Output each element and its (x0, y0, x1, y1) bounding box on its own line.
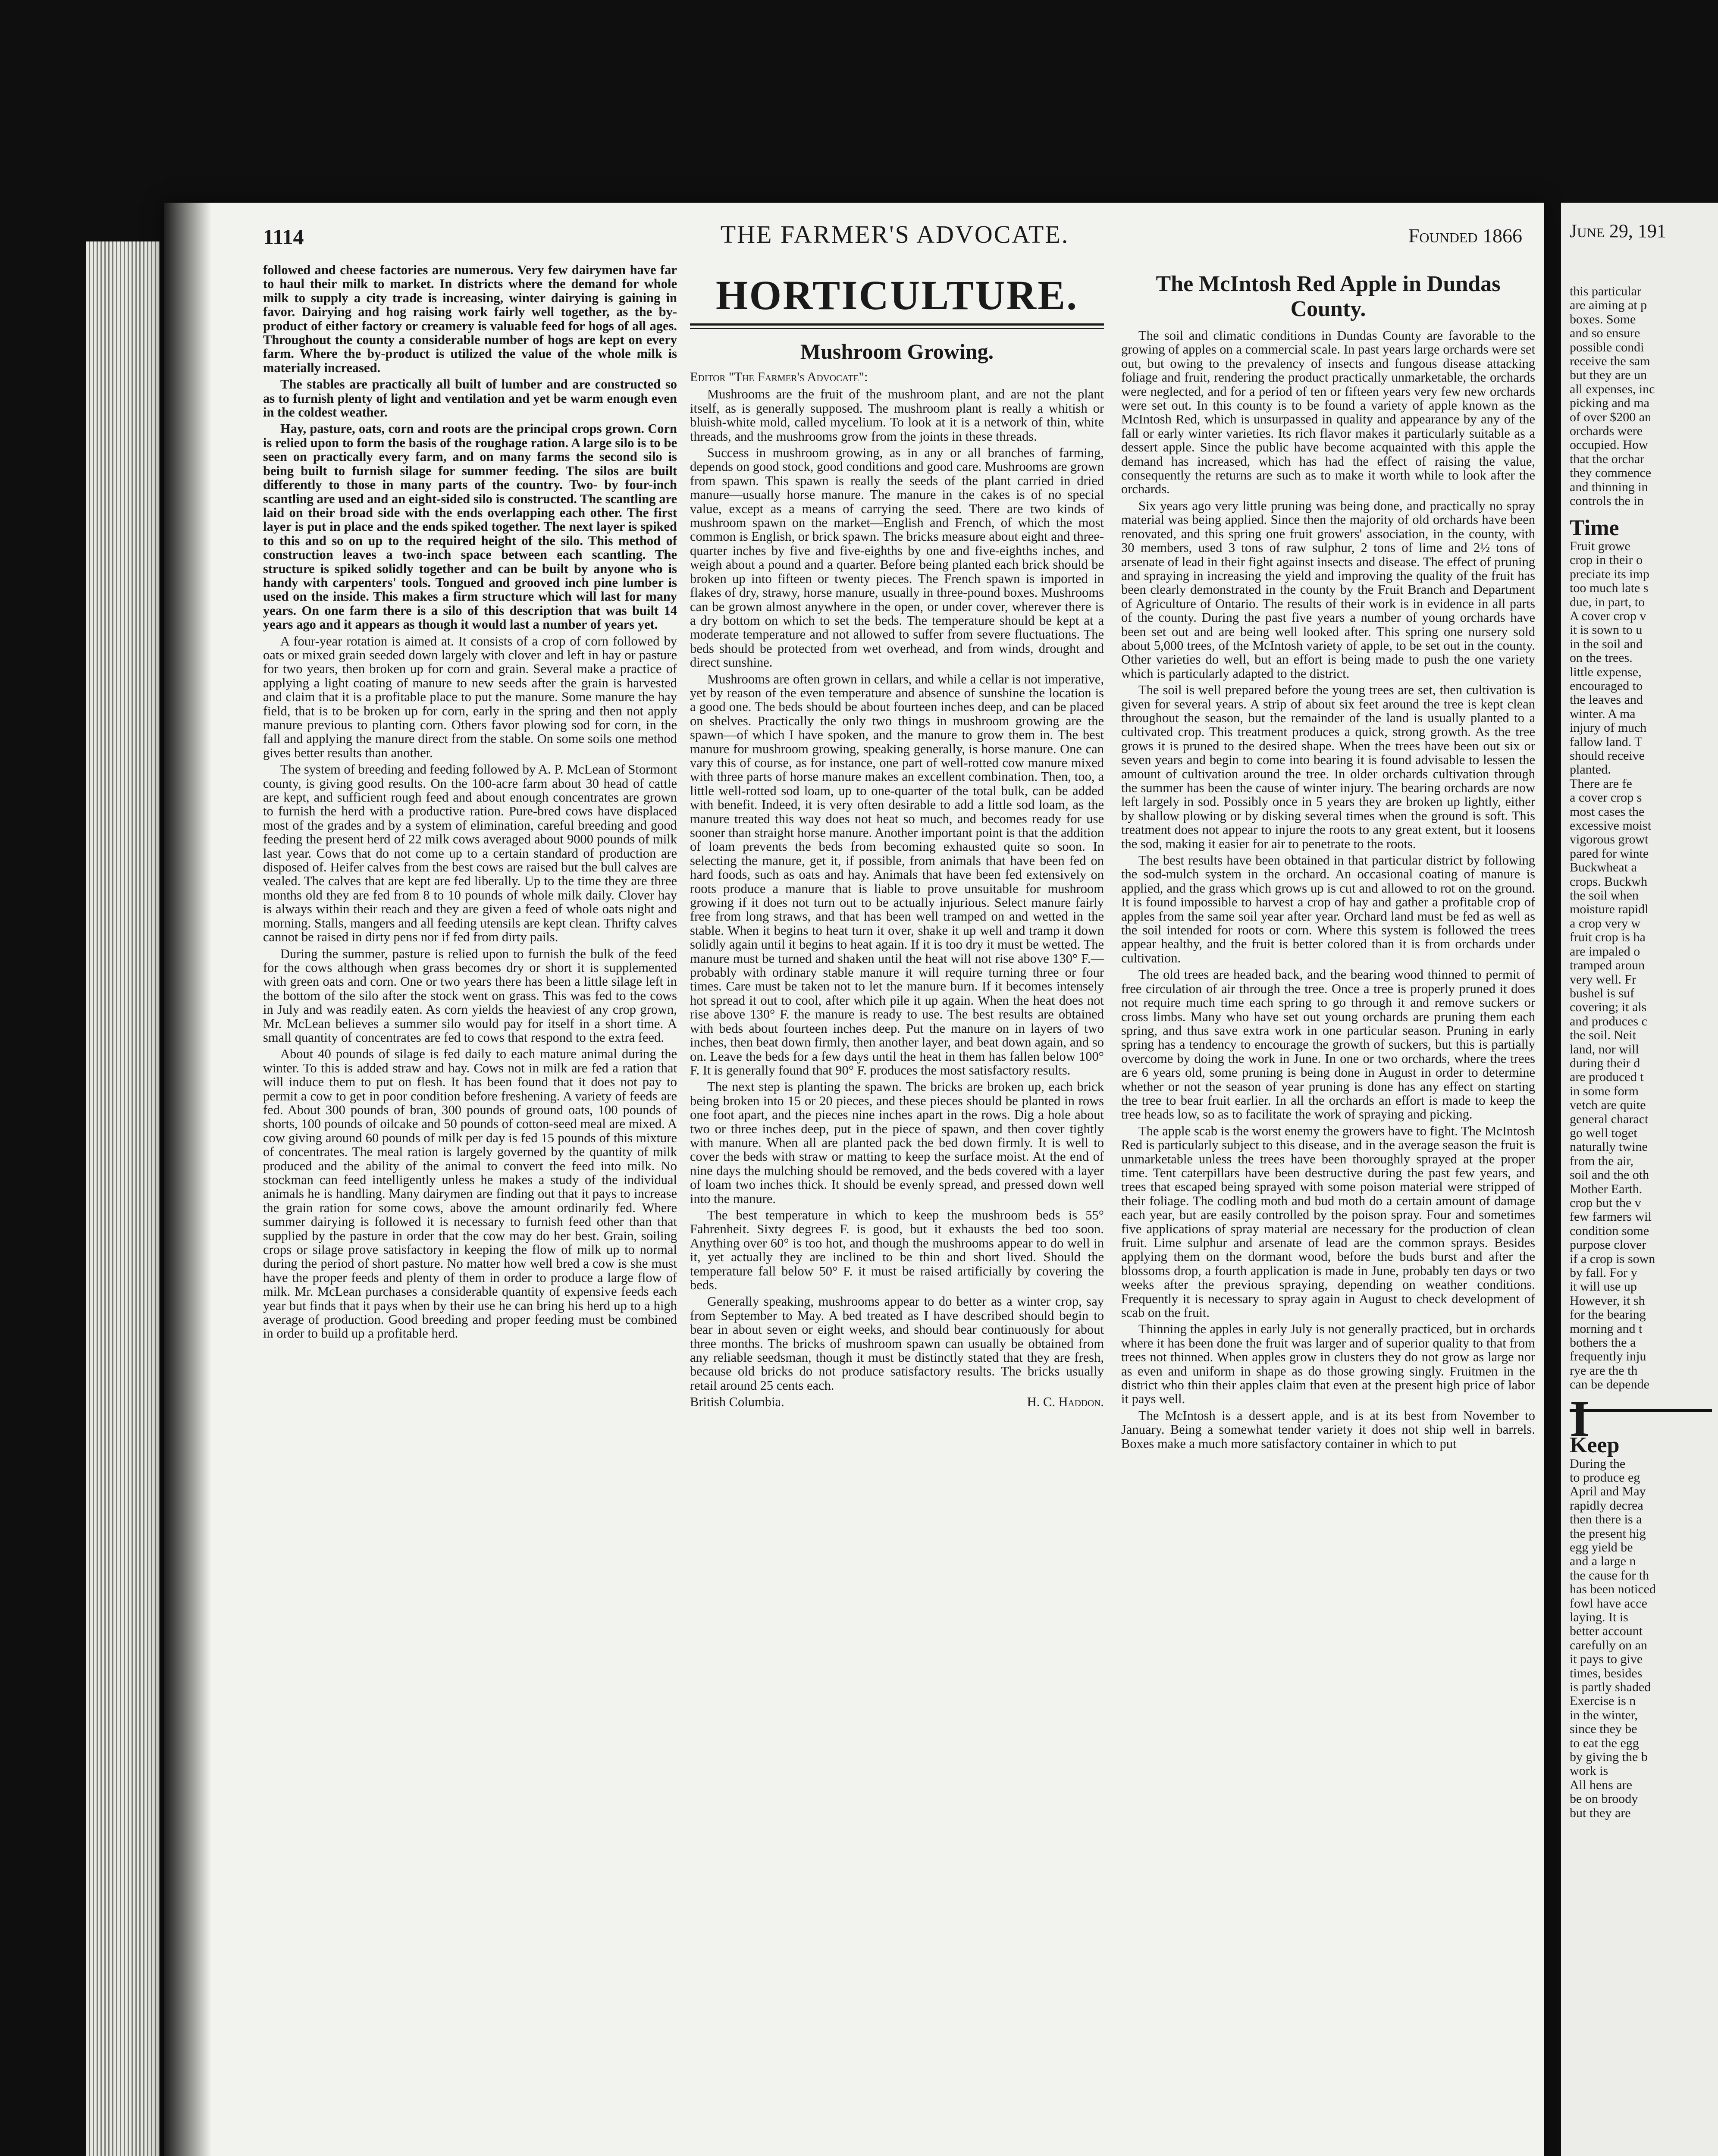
facing-text-line: it will use up (1570, 1279, 1637, 1294)
facing-text-line: in the winter, (1570, 1708, 1638, 1722)
section-rule (690, 323, 1104, 329)
facing-text-line: During the (1570, 1456, 1626, 1471)
facing-text-line: and produces c (1570, 1014, 1647, 1028)
paragraph: Generally speaking, mushrooms appear to do better as a winter crop, say from September to May. A bed treated as I have described should begin to bear in about seven or eight weeks, and should bear continuously for about three months. The bricks of mushroom spawn can usually be obtained from any reliable seedsman, though it must be distinctly stated that they are fresh, because old bricks do not produce satisfactory results. The bricks usually retail around 25 cents each. (690, 1294, 1104, 1393)
paragraph: The system of breeding and feeding followed by A. P. McLean of Stormont county, is giving good results. On the 100-acre farm about 30 head of cattle are kept, and sufficient rough feed and about enough concentrates are grown to furnish the herd with a productive ration. Pure-bred cows have displaced most of the grades and by a system of elimination, careful breeding and good feeding the present herd of 22 milk cows averaged about 9000 pounds of milk last year. Cows that do not come up to a certain standard of production are disposed of. Heifer calves from the best cows are raised but the bull calves are vealed. The calves that are kept are fed liberally. Up to the time they are three months old they are fed from 8 to 10 pounds of whole milk daily. Clover hay is always within their reach and they are given a feed of whole oats night and morning. Stalls, mangers and all feeding utensils are kept clean. Thrifty calves cannot be raised in dirty pens nor if fed from dirty pails. (263, 762, 677, 945)
facing-text-line: egg yield be (1570, 1540, 1633, 1554)
facing-text-line: crop in their o (1570, 553, 1643, 567)
facing-subhead-2: Keep (1570, 1433, 1620, 1458)
facing-page-header: June 29, 191 (1570, 220, 1666, 241)
facing-text-bottom (1570, 1457, 1712, 1821)
paragraph: About 40 pounds of silage is fed daily to each mature animal during the winter. To this is added straw and hay. Cows not in milk are fed a ration that will induce them to put on flesh. It has been found that it does not pay to permit a cow to get in poor condition before freshening. A variety of feeds are fed. About 300 pounds of bran, 300 pounds of ground oats, 100 pounds of shorts, 100 pounds of oilcake and 50 pounds of cotton-seed meal are mixed. A cow giving around 60 pounds of milk per day is fed 15 pounds of this mixture of concentrates. The meal ration is largely governed by the quantity of milk produced and the ability of the animal to convert the feed into milk. No stockman can feed intelligently unless he makes a study of the individual animals he is handling. Many dairymen are finding out that it pays to increase the grain ration for some cows, above the amount ordinarily fed. Where summer dairying is followed it is necessary to furnish feed other than that supplied by the pasture in order that the cow may do her best. Grain, soiling crops or silage prove satisfactory in keeping the flow of milk up to normal during the period of short pasture. No matter how well bred a cow is she must have the proper feeds and plenty of them in order to produce a large flow of milk. Mr. McLean purchases a considerable quantity of expensive feeds each year but finds that it pays when by their use he can bring his herd up to a high average of production. Good breeding and proper feeding must be combined in order to build up a profitable herd. (263, 1047, 677, 1341)
facing-text-line: the soil when (1570, 888, 1639, 903)
facing-text-line: soil and the oth (1570, 1168, 1649, 1182)
paragraph: The next step is planting the spawn. The bricks are broken up, each brick being broken into 15 or 20 pieces, and these pieces should be planted in rows one foot apart, and the pieces nine inches apart in the rows. Dig a hole about two or three inches deep, put in the piece of spawn, and then cover tightly with manure. When all are planted pack the bed down firmly. It is well to cover the beds with straw or matting to keep the surface moist. At the end of nine days the mulching should be removed, and the beds covered with a layer of loam two inches thick. It should be evenly spread, and pressed down well into the manure. (690, 1079, 1104, 1206)
paragraph: The soil is well prepared before the young trees are set, then cultivation is given for several years. A strip of about six feet around the tree is kept clean throughout the season, but the remainder of the land is usually planted to a cultivated crop. This treatment produces a quick, strong growth. As the tree grows it is pruned to the desired shape. When the trees have been out six or seven years and begin to come into bearing it is found advisable to lessen the amount of cultivation around the tree. In older orchards cultivation through the summer has been the cause of winter injury. The bearing orchards are now left largely in sod. Possibly once in 5 years they are broken up lightly, either by shallow plowing or by disking several times when the ground is soft. This treatment does not appear to injure the roots to any great extent, but it loosens the sod, making it easier for air to penetrate to the roots. (1121, 683, 1535, 851)
binding-gutter (164, 203, 211, 2156)
facing-text-line: are impaled o (1570, 944, 1640, 959)
facing-text-line: on the trees. (1570, 651, 1633, 665)
place: British Columbia. (690, 1395, 784, 1410)
facing-text-line: vigorous growt (1570, 832, 1649, 847)
facing-text-line: crop but the v (1570, 1196, 1641, 1210)
facing-text-line: Buckwheat a (1570, 860, 1637, 875)
facing-text-line: a cover crop s (1570, 790, 1642, 805)
facing-text-line: few farmers wil (1570, 1210, 1652, 1224)
facing-text-line: injury of much (1570, 721, 1647, 735)
paragraph: The soil and climatic conditions in Dundas County are favorable to the growing of apples on a commercial scale. In past years large orchards were set out, but owing to the prevalency of insects and fungous disease attacking foliage and fruit, rendering the product practically unmarketable, the orchards were neglected, and for a period of ten or fifteen years very few new orchards were set out. In this county is to be found a variety of apple known as the McIntosh Red, which is unsurpassed in quality and appearance by any of the fall or early winter varieties. Its rich flavor makes it particularly suitable as a dessert apple. Since the public have become acquainted with this apple the demand has increased, which has had the effect of raising the value, consequently the returns are such as to make it worth while to look after the orchards. (1121, 328, 1535, 497)
paragraph: The McIntosh is a dessert apple, and is at its best from November to January. Being a somewhat tender variety it does not ship well in barrels. Boxes make a much more satisfactory container in which to put (1121, 1408, 1535, 1451)
facing-text-line: very well. Fr (1570, 972, 1636, 987)
paragraph: The old trees are headed back, and the bearing wood thinned to permit of free circulation of air through the tree. Once a tree is properly pruned it does not require much time each spring to go through it and remove suckers or cross limbs. Many who have set out young orchards are pruning them each spring, and thus save extra work in one particular season. Pruning in early spring has a tendency to encourage the growth of suckers, but this is partially overcome by doing the work in June. In one or two orchards, where the trees are 6 years old, some pruning is being done in August in order to determine whether or not the season of year pruning is done has any effect on starting the tree to bear fruit earlier. In all the orchards an effort is made to keep the tree heads low, so as to facilitate the work of spraying and picking. (1121, 967, 1535, 1122)
facing-text-line: if a crop is sown (1570, 1251, 1655, 1266)
facing-text-line: possible condi (1570, 340, 1644, 354)
facing-text-line: this particular (1570, 285, 1641, 298)
facing-text-line: but they are (1570, 1805, 1631, 1820)
facing-text-line: all expenses, inc (1570, 382, 1655, 396)
paragraph: During the summer, pasture is relied upon to furnish the bulk of the feed for the cows although when grass becomes dry or short it is supplemented with green oats and corn. One or two years there has been a little silage left in the bottom of the silo after the stock went on grass. This was fed to the cows in July and was readily eaten. As corn yields the heaviest of any crop grown, Mr. McLean believes a summer silo would pay for itself in a short time. A small quantity of concentrates are fed to cows that respond to the extra feed. (263, 946, 677, 1045)
facing-text-line: they commence (1570, 466, 1652, 480)
paragraph: The best temperature in which to keep the mushroom beds is 55° Fahrenheit. Sixty degrees F. is good, but it exhausts the bed too soon. Anything over 60° is too hot, and though the mushrooms appear to do well in it, yet actually they are inclined to be thin and short lived. Should the temperature fall below 50° F. it must be raised artificially by covering the beds. (690, 1207, 1104, 1292)
paragraph: Mushrooms are often grown in cellars, and while a cellar is not imperative, yet by reason of the even temperature and absence of sunshine the location is a good one. The beds should be about fourteen inches deep, and can be placed on shelves. Practically the only two things in mushroom growing are the spawn—of which I have spoken, and the manure to grow them in. The best manure for mushroom growing, speaking generally, is horse manure. One can vary this of course, as for instance, one part of well-rotted cow manure mixed with three parts of horse manure makes an excellent combination. Then, too, a little well-rotted sod loam, up to one-quarter of the total bulk, can be added with benefit. Indeed, it is very often desirable to add a little sod loam, as the manure treated this way does not heat so much, and becomes ready for use sooner than straight horse manure. Another important point is that the addition of loam prevents the beds from becoming exhausted quite so soon. In selecting the manure, get it, if possible, from animals that have been fed on hard foods, such as oats and hay. Animals that have been fed extensively on roots produce a manure that is liable to prove unsuitable for mushroom growing if it does not turn out to be actually injurious. Select manure fairly free from long straws, and that has been well tramped on and wetted in the stable. When it begins to heat turn it over, shake it up well and tramp it down solidly again until it begins to heat again. If it is too dry it must be wetted. The manure must be turned and shaken until the heat will not rise above 130° F.—probably with ordinary stable manure it will require turning three or four times. Care must be taken not to let the manure burn. If it becomes intensely hot spread it out to cool, after which pile it up again. When the heat does not rise above 130° F. the manure is ready to use. The best results are obtained with beds about fourteen inches deep. Put the manure on in layers of two inches, then beat down firmly, then another layer, and beat down again, and so on. Leave the beds for a few days until the heat in them has fallen below 100° F. It is generally found that 90° F. produces the most satisfactory results. (690, 671, 1104, 1078)
facing-text-line: is partly shaded (1570, 1680, 1651, 1694)
facing-text-line: too much late s (1570, 581, 1649, 595)
article-title-mcintosh: The McIntosh Red Apple in Dundas County. (1156, 272, 1501, 321)
facing-text-line: preciate its imp (1570, 567, 1649, 581)
paragraph: Hay, pasture, oats, corn and roots are the principal crops grown. Corn is relied upon to form the basis of the roughage ration. A large silo is to be seen on practically every farm, and on many farms the second silo is being built to furnish silage for summer feeding. The silos are built differently to those in many parts of the country. Two- by four-inch scantling are used and an eight-sided silo is constructed. The scantling are laid on their broad side with the ends overlapping each other. The first layer is put in place and the ends spiked together. The next layer is spiked to this and so on up to the required height of the silo. This method of construction leaves a two-inch space between each scantling. The structure is spiked solidly together and can be built by anyone who is handy with carpenters' tools. Tongued and grooved inch pine lumber is used on the inside. This makes a firm structure which will last for many years. On one farm there is a silo of this description that was built 14 years ago and it appears as though it would last a number of years yet. (263, 421, 677, 632)
facing-text-line: a crop very w (1570, 916, 1641, 931)
page-number: 1114 (263, 225, 304, 249)
facing-text-line: little expense, (1570, 664, 1642, 679)
facing-text-line: due, in part, to (1570, 595, 1645, 609)
facing-text-line: to eat the egg (1570, 1736, 1639, 1750)
facing-text-line: should receive (1570, 749, 1645, 763)
facing-text-line: can be depende (1570, 1377, 1649, 1392)
facing-text-line: condition some (1570, 1223, 1649, 1238)
facing-text-line: the leaves and (1570, 693, 1643, 707)
masthead: THE FARMER'S ADVOCATE. (720, 220, 1069, 248)
facing-text-line: orchards were (1570, 424, 1643, 439)
author-signature: H. C. Haddon. (1027, 1395, 1104, 1410)
facing-text-line: receive the sam (1570, 354, 1650, 369)
facing-text-line: by fall. For y (1570, 1266, 1637, 1280)
facing-text-line: during their d (1570, 1056, 1640, 1070)
middle-column (690, 263, 1104, 2130)
facing-page-column (1570, 285, 1712, 2009)
paragraph: A four-year rotation is aimed at. It consists of a crop of corn followed by oats or mixed grain seeded down largely with clover and left in hay or pasture for two years, then broken up for corn and grain. Several make a practice of applying a light coating of manure to new seeds after the grain is harvested and claim that it is a profitable place to put the manure. Some manure the hay field, that is to be broken up for corn, early in the spring and then not apply manure previous to planting corn. Others favor plowing sod for corn, in the fall and applying the manure direct from the stable. On some soils one method gives better results than another. (263, 633, 677, 760)
facing-text-line: work is (1570, 1764, 1608, 1778)
facing-text-line: pared for winte (1570, 846, 1649, 861)
facing-text-line: bushel is suf (1570, 986, 1634, 1000)
facing-text-line: are aiming at p (1570, 298, 1647, 313)
facing-text-line: morning and t (1570, 1321, 1643, 1336)
facing-text-line: go well toget (1570, 1125, 1637, 1140)
facing-text-line: covering; it als (1570, 1000, 1647, 1015)
facing-text-line: times, besides (1570, 1666, 1643, 1680)
facing-text-line: better account (1570, 1624, 1643, 1639)
page-header (263, 220, 1527, 254)
facing-text-line: fruit crop is ha (1570, 930, 1646, 945)
facing-text-line: be on broody (1570, 1792, 1638, 1806)
facing-text-line: of over $200 an (1570, 410, 1652, 424)
article-title-mushroom: Mushroom Growing. (800, 339, 994, 364)
facing-text-line: the soil. Neit (1570, 1028, 1636, 1043)
facing-text-line: picking and ma (1570, 396, 1649, 411)
facing-text-line: that the orchar (1570, 451, 1645, 466)
facing-text-line: for the bearing (1570, 1307, 1646, 1322)
paragraph: Mushrooms are the fruit of the mushroom plant, and are not the plant itself, as is generally supposed. The mushroom plant is really a whitish or bluish-white mold, called mycelium. To look at it is a network of thin, white threads, and the mushrooms grow from the joints in these threads. (690, 387, 1104, 444)
paragraph: Six years ago very little pruning was being done, and practically no spray material was being applied. Since then the majority of old orchards have been renovated, and this spring one fruit growers' association, in the county, with 30 members, used 3 tons of raw sulphur, 2 tons of lime and 2½ tons of arsenate of lead in their fight against insects and disease. The effect of pruning and spraying in increasing the yield and improving the quality of the fruit has been clearly demonstrated in the county by the Fruit Branch and Department of Agriculture of Ontario. The results of their work is in evidence in all parts of the county. During the past five years a number of young orchards have been set out and are being well looked after. This spring one nursery sold about 5,000 trees, of the McIntosh variety of apple, to be set out in the county. Other varieties do well, but an effort is being made to push the one variety which is particularly adapted to the district. (1121, 498, 1535, 681)
facing-text-line: by giving the b (1570, 1750, 1648, 1764)
facing-subhead: Time (1570, 515, 1619, 540)
right-column (1121, 263, 1535, 2130)
paragraph: followed and cheese factories are numerous. Very few dairymen have far to haul their milk to market. In districts where the demand for whole milk to supply a city trade is increasing, winter dairying is gaining in favor. Dairying and hog raising work fairly well together, as the by-product of either factory or creamery is valuable feed for hogs of all ages. Throughout the county a considerable number of hogs are kept on every farm. Where the by-product is utilized the value of the whole milk is materially increased. (263, 263, 677, 375)
facing-text-line: then there is a (1570, 1512, 1642, 1527)
facing-text-line: There are fe (1570, 776, 1632, 791)
facing-text-line: has been noticed (1570, 1582, 1656, 1597)
facing-text-line: frequently inju (1570, 1349, 1646, 1364)
facing-text-line: April and May (1570, 1484, 1646, 1499)
facing-text-line: laying. It is (1570, 1610, 1628, 1624)
facing-text-line: most cases the (1570, 804, 1645, 819)
paragraph: The apple scab is the worst enemy the growers have to fight. The McIntosh Red is particularly subject to this disease, and in the average season the fruit is unmarketable unless the trees have been thoroughly sprayed at the proper time. Tent caterpillars have been destructive during the past few years, and trees that escaped being sprayed with some poison material were stripped of their foliage. The codling moth and bud moth do a certain amount of damage each year, but are easily controlled by the poison spray. Four and sometimes five applications of spray material are necessary for the production of clean fruit. Lime sulphur and arsenate of lead are the common sprays. Besides applying them on the dormant wood, before the buds burst and after the blossoms drop, a fourth application is made in June, probably ten days or two weeks after the previous spraying, depending on weather conditions. Frequently it is necessary to spray again in August to check development of scab on the fruit. (1121, 1123, 1535, 1320)
facing-text-line: encouraged to (1570, 678, 1643, 693)
magazine-page (164, 203, 1544, 2156)
facing-text-top (1570, 285, 1712, 508)
paragraph: Success in mushroom growing, as in any or all branches of farming, depends on good stock, good conditions and good care. Mushrooms are grown from spawn. This spawn is really the seeds of the plant carried in dried manure—usually horse manure. The manure in the cakes is of no special value, except as a means of carrying the seed. There are two kinds of mushroom spawn on the market—English and French, of which the most common is English, or brick spawn. The bricks measure about eight and three-quarter inches by five and five-eighths by one and five-eighths inches, and weigh about a pound and a quarter. Before being planted each brick should be broken up into fifteen or twenty pieces. The French spawn is imported in flakes of dry, strawy, horse manure, usually in three-pound boxes. Mushrooms can be grown almost anywhere in the open, or under cover, wherever there is a dry bottom on which to set the beds. The temperature should be kept at a moderate temperature and not allowed to suffer from severe fluctuations. The beds should be protected from wet overhead, and from winds, drought and direct sunshine. (690, 445, 1104, 670)
paragraph: Thinning the apples in early July is not generally practiced, but in orchards where it has been done the fruit was larger and of superior quality to that from trees not thinned. When apples grow in clusters they do not grow as large nor as even and uniform in shape as do those growing singly. Fruitmen in the district who thin their apples claim that even at the present high price of labor it pays well. (1121, 1322, 1535, 1407)
facing-text-line: Mother Earth. (1570, 1181, 1643, 1196)
facing-text-line: fowl have acce (1570, 1596, 1647, 1611)
facing-text-line: rapidly decrea (1570, 1498, 1643, 1513)
editor-line: Editor "The Farmer's Advocate": (690, 370, 868, 384)
facing-text-line: carefully on an (1570, 1638, 1647, 1652)
facing-text-line: moisture rapidl (1570, 902, 1649, 917)
facing-text-line: rye are the th (1570, 1363, 1638, 1378)
facing-text-line: vetch are quite (1570, 1098, 1646, 1112)
facing-text-line: A cover crop v (1570, 608, 1646, 623)
facing-text-line: general charact (1570, 1112, 1649, 1126)
facing-text-line: to produce eg (1570, 1470, 1640, 1485)
facing-text-line: in the soil and (1570, 636, 1643, 651)
facing-text-line: tramped aroun (1570, 958, 1645, 973)
paragraph: The best results have been obtained in that particular district by following the sod-mulch system in the orchard. An occasional coating of manure is applied, and the grass which grows up is cut and allowed to rot on the ground. It is found impossible to harvest a crop of hay and gather a profitable crop of apples from the same soil year after year. Orchard land must be fed as well as the soil intended for roots or corn. Where this system is followed the trees appear healthy, and the fruit is better colored than it is from orchards under cultivation. (1121, 853, 1535, 965)
facing-text-line: fallow land. T (1570, 734, 1643, 749)
facing-text-middle (1570, 539, 1712, 1392)
facing-text-line: planted. (1570, 762, 1611, 777)
facing-text-line: are produced t (1570, 1070, 1644, 1084)
facing-text-line: and thinning in (1570, 479, 1648, 494)
facing-text-line: land, nor will (1570, 1042, 1639, 1056)
facing-text-line: winter. A ma (1570, 706, 1636, 721)
facing-text-line: from the air, (1570, 1153, 1633, 1168)
facing-text-line: it is sown to u (1570, 623, 1643, 637)
facing-big-letter: I (1570, 1409, 1712, 1426)
founded-line: Founded 1866 (1408, 225, 1522, 247)
facing-text-line: However, it sh (1570, 1293, 1645, 1308)
facing-text-line: and so ensure (1570, 326, 1640, 341)
paragraph: The stables are practically all built of lumber and are constructed so as to furnish plenty of light and ventilation and yet be warm enough even in the coldest weather. (263, 377, 677, 420)
left-column (263, 263, 677, 2130)
signature-row (690, 1395, 1104, 1409)
facing-text-line: Fruit growe (1570, 539, 1630, 553)
facing-text-line: All hens are (1570, 1777, 1632, 1792)
facing-text-line: the cause for th (1570, 1568, 1649, 1583)
book-page-edges (86, 241, 160, 2156)
facing-text-line: controls the in (1570, 494, 1644, 508)
facing-text-line: and a large n (1570, 1554, 1636, 1569)
facing-text-line: naturally twine (1570, 1140, 1648, 1154)
facing-text-line: since they be (1570, 1722, 1637, 1736)
facing-text-line: Exercise is n (1570, 1694, 1636, 1708)
facing-text-line: bothers the a (1570, 1335, 1636, 1350)
facing-text-line: but they are un (1570, 368, 1647, 382)
facing-text-line: purpose clover (1570, 1238, 1646, 1252)
facing-text-line: in some form (1570, 1084, 1639, 1098)
facing-text-line: excessive moist (1570, 818, 1652, 833)
facing-text-line: it pays to give (1570, 1652, 1643, 1667)
section-title: HORTICULTURE. (715, 272, 1078, 318)
facing-text-line: crops. Buckwh (1570, 874, 1647, 889)
facing-text-line: the present hig (1570, 1526, 1646, 1541)
facing-text-line: boxes. Some (1570, 312, 1636, 326)
facing-text-line: occupied. How (1570, 438, 1648, 452)
facing-page (1561, 203, 1718, 2156)
